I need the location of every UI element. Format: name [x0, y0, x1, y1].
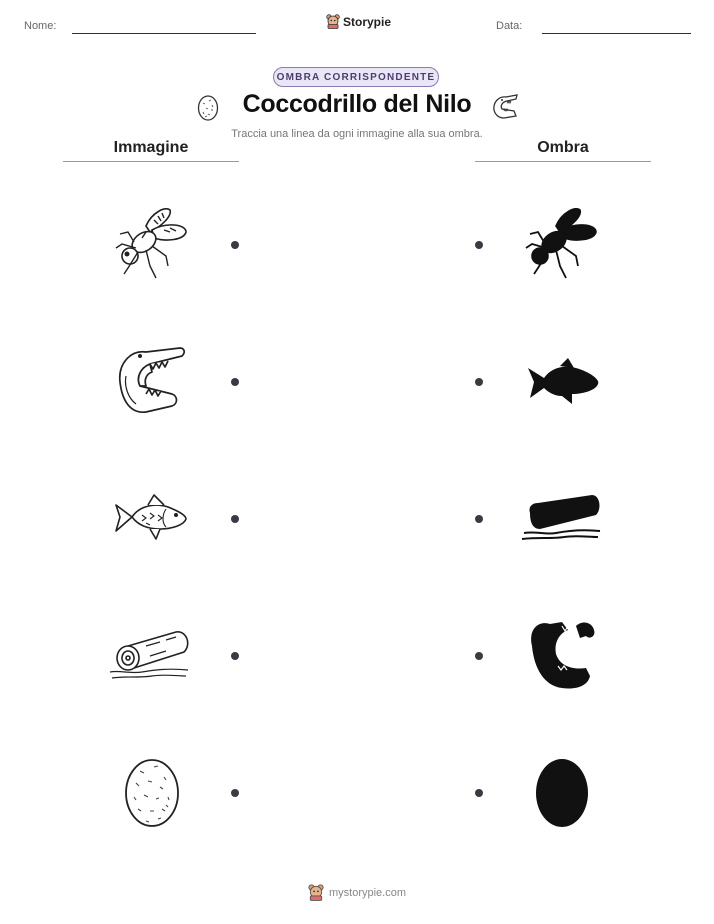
- name-label: Nome:: [24, 20, 57, 32]
- match-dot-left-4[interactable]: [231, 652, 239, 660]
- date-line[interactable]: [542, 33, 691, 34]
- match-dot-right-1[interactable]: [475, 241, 483, 249]
- fly-icon: [106, 204, 196, 284]
- column-heading-shadows: Ombra: [537, 139, 589, 156]
- shadow-egg: [516, 753, 606, 833]
- log-shadow-icon: [516, 479, 606, 559]
- column-underline-shadows: [475, 161, 651, 162]
- name-line[interactable]: [72, 33, 256, 34]
- storypie-bear-icon: [326, 14, 340, 29]
- match-dot-left-1[interactable]: [231, 241, 239, 249]
- match-dot-right-2[interactable]: [475, 378, 483, 386]
- image-egg: [106, 753, 196, 833]
- match-dot-left-2[interactable]: [231, 378, 239, 386]
- brand-name: Storypie: [343, 14, 392, 29]
- match-dot-right-5[interactable]: [475, 789, 483, 797]
- column-heading-images: Immagine: [113, 139, 189, 156]
- image-log: [106, 616, 196, 696]
- crocodile-decoration-icon: [490, 92, 520, 122]
- image-crocodile-head: [106, 342, 196, 422]
- crocodile-head-icon: [106, 342, 196, 422]
- match-dot-right-3[interactable]: [475, 515, 483, 523]
- footer-url[interactable]: mystorypie.com: [329, 886, 407, 899]
- activity-badge: OMBRA CORRISPONDENTE: [273, 67, 439, 87]
- brand-logo: [326, 14, 391, 29]
- date-label: Data:: [496, 20, 523, 32]
- fly-shadow-icon: [516, 204, 606, 284]
- storypie-bear-icon: [308, 884, 324, 901]
- shadow-crocodile-head: [516, 616, 606, 696]
- match-dot-left-3[interactable]: [231, 515, 239, 523]
- instructions: Traccia una linea da ogni immagine alla sua ombra.: [231, 128, 483, 140]
- egg-icon: [106, 753, 196, 833]
- page-title: Coccodrillo del Nilo: [242, 90, 472, 118]
- log-icon: [106, 616, 196, 696]
- footer: [308, 884, 406, 901]
- shadow-log: [516, 479, 606, 559]
- egg-shadow-icon: [516, 753, 606, 833]
- match-dot-right-4[interactable]: [475, 652, 483, 660]
- fish-shadow-icon: [516, 342, 606, 422]
- image-fly: [106, 204, 196, 284]
- image-fish: [106, 479, 196, 559]
- crocodile-head-shadow-icon: [516, 616, 606, 696]
- shadow-fish: [516, 342, 606, 422]
- fish-icon: [106, 479, 196, 559]
- shadow-fly: [516, 204, 606, 284]
- match-dot-left-5[interactable]: [231, 789, 239, 797]
- column-underline-images: [63, 161, 239, 162]
